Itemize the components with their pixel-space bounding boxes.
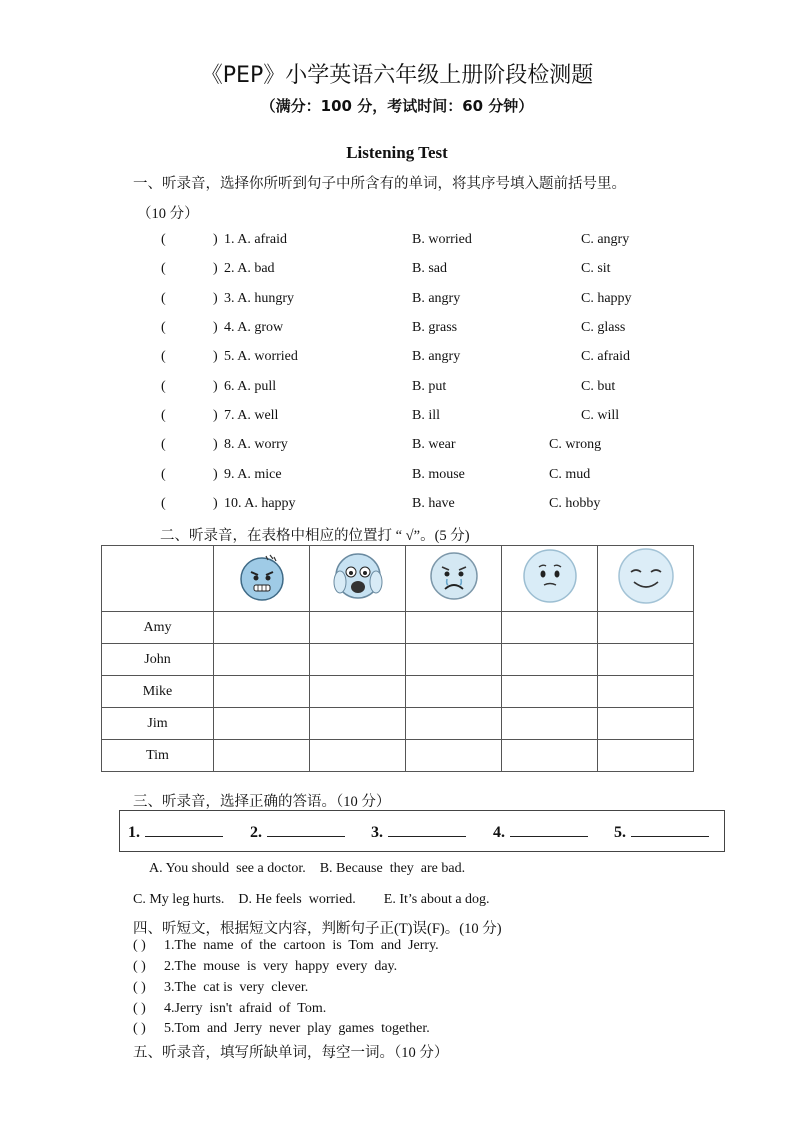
- name-cell: Amy: [102, 612, 214, 644]
- option-a: 8. A. worry: [224, 437, 288, 452]
- option-b: B. mouse: [412, 467, 465, 482]
- tf-bracket[interactable]: ( ): [133, 1001, 146, 1016]
- option-c: C. will: [581, 408, 620, 423]
- answer-blank-3[interactable]: [371, 822, 466, 842]
- blank-number: 1.: [128, 824, 140, 841]
- tick-cell[interactable]: [406, 708, 502, 740]
- name-cell: Tim: [102, 740, 214, 772]
- tick-cell[interactable]: [598, 708, 694, 740]
- option-a: 9. A. mice: [224, 467, 282, 482]
- part3-options-line1: A. You should see a doctor. B. Because they are bad.: [149, 861, 466, 876]
- answer-bracket-close: ): [213, 232, 218, 247]
- tf-bracket[interactable]: ( ): [133, 980, 146, 995]
- part5-instruction: 五、听录音，填写所缺单词，每空一词。（10 分）: [133, 1045, 449, 1061]
- tick-cell[interactable]: [598, 740, 694, 772]
- tick-cell[interactable]: [502, 676, 598, 708]
- blank-number: 4.: [493, 824, 505, 841]
- answer-bracket-close: ): [213, 437, 218, 452]
- option-b: B. put: [412, 379, 447, 394]
- answer-bracket-open[interactable]: (: [161, 291, 166, 306]
- tick-cell[interactable]: [406, 740, 502, 772]
- tick-cell[interactable]: [214, 612, 310, 644]
- name-cell: Jim: [102, 708, 214, 740]
- option-b: B. wear: [412, 437, 456, 452]
- table-row: [102, 740, 694, 772]
- tick-cell[interactable]: [598, 644, 694, 676]
- answer-bracket-close: ): [213, 349, 218, 364]
- table-row: [102, 676, 694, 708]
- option-c: C. angry: [581, 232, 630, 247]
- option-c: C. glass: [581, 320, 626, 335]
- option-b: B. worried: [412, 232, 472, 247]
- option-c: C. wrong: [549, 437, 602, 452]
- tf-statement: 4.Jerry isn't afraid of Tom.: [164, 1001, 327, 1016]
- option-a: 1. A. afraid: [224, 232, 287, 247]
- answer-bracket-open[interactable]: (: [161, 437, 166, 452]
- answer-bracket-close: ): [213, 261, 218, 276]
- happy-face-icon: [616, 546, 676, 606]
- option-a: 3. A. hungry: [224, 291, 294, 306]
- tf-statement: 3.The cat is very clever.: [164, 980, 309, 995]
- sad-face-cell: [406, 546, 502, 612]
- option-a: 7. A. well: [224, 408, 279, 423]
- option-a: 10. A. happy: [224, 496, 296, 511]
- answer-bracket-open[interactable]: (: [161, 320, 166, 335]
- tick-cell[interactable]: [406, 676, 502, 708]
- answer-bracket-open[interactable]: (: [161, 467, 166, 482]
- scared-face-cell: [310, 546, 406, 612]
- answer-bracket-close: ): [213, 379, 218, 394]
- answer-bracket-close: ): [213, 408, 218, 423]
- worried-face-icon: [521, 547, 579, 605]
- name-cell: Mike: [102, 676, 214, 708]
- option-a: 6. A. pull: [224, 379, 277, 394]
- answer-bracket-open[interactable]: (: [161, 261, 166, 276]
- tick-cell[interactable]: [310, 676, 406, 708]
- answer-bracket-open[interactable]: (: [161, 408, 166, 423]
- tick-cell[interactable]: [502, 644, 598, 676]
- answer-bracket-open[interactable]: (: [161, 349, 166, 364]
- answer-bracket-close: ): [213, 320, 218, 335]
- tick-cell[interactable]: [502, 612, 598, 644]
- part1-instruction: 一、听录音，选择你所听到句子中所含有的单词，将其序号填入题前括号里。: [133, 176, 626, 192]
- option-c: C. hobby: [549, 496, 601, 511]
- tf-bracket[interactable]: ( ): [133, 959, 146, 974]
- answer-bracket-open[interactable]: (: [161, 232, 166, 247]
- option-b: B. have: [412, 496, 455, 511]
- answer-bracket-open[interactable]: (: [161, 496, 166, 511]
- blank-number: 5.: [614, 824, 626, 841]
- answer-blank-5[interactable]: [614, 822, 709, 842]
- tick-cell[interactable]: [310, 644, 406, 676]
- answer-bracket-open[interactable]: (: [161, 379, 166, 394]
- answer-blank-1[interactable]: [128, 822, 223, 842]
- part3-instruction: 三、听录音，选择正确的答语。（10 分）: [133, 794, 391, 810]
- name-cell: John: [102, 644, 214, 676]
- tick-cell[interactable]: [406, 612, 502, 644]
- answer-bracket-close: ): [213, 291, 218, 306]
- tick-cell[interactable]: [214, 740, 310, 772]
- tick-cell[interactable]: [310, 740, 406, 772]
- tf-statement: 1.The name of the cartoon is Tom and Jerry.: [164, 938, 439, 953]
- page-title: 《PEP》小学英语六年级上册阶段检测题: [200, 63, 594, 88]
- tick-cell[interactable]: [598, 612, 694, 644]
- part1-score: （10 分）: [137, 206, 199, 222]
- tick-cell[interactable]: [502, 740, 598, 772]
- option-c: C. afraid: [581, 349, 630, 364]
- tf-bracket[interactable]: ( ): [133, 1021, 146, 1036]
- part2-instruction: 二、听录音，在表格中相应的位置打 “ √”。(5 分): [160, 528, 470, 544]
- table-row: [102, 644, 694, 676]
- tick-cell[interactable]: [214, 676, 310, 708]
- option-b: B. angry: [412, 349, 461, 364]
- part4-instruction: 四、听短文，根据短文内容，判断句子正(T)误(F)。(10 分): [133, 921, 502, 937]
- emotion-table: [101, 545, 694, 772]
- blank-number: 3.: [371, 824, 383, 841]
- answer-blank-2[interactable]: [250, 822, 345, 842]
- option-c: C. sit: [581, 261, 611, 276]
- option-a: 2. A. bad: [224, 261, 275, 276]
- tf-statement: 2.The mouse is very happy every day.: [164, 959, 398, 974]
- tick-cell[interactable]: [310, 612, 406, 644]
- angry-face-cell: [214, 546, 310, 612]
- answer-bracket-close: ): [213, 496, 218, 511]
- option-c: C. happy: [581, 291, 632, 306]
- tick-cell[interactable]: [214, 644, 310, 676]
- angry-face-icon: [236, 550, 288, 602]
- tf-statement: 5.Tom and Jerry never play games together.: [164, 1021, 430, 1036]
- option-b: B. angry: [412, 291, 461, 306]
- answer-bracket-close: ): [213, 467, 218, 482]
- tick-cell[interactable]: [502, 708, 598, 740]
- option-b: B. ill: [412, 408, 441, 423]
- tick-cell[interactable]: [310, 708, 406, 740]
- option-a: 4. A. grow: [224, 320, 284, 335]
- option-a: 5. A. worried: [224, 349, 298, 364]
- part3-options-line2: C. My leg hurts. D. He feels worried. E. It’s about a dog.: [133, 892, 490, 907]
- tick-cell[interactable]: [214, 708, 310, 740]
- table-corner-cell: [102, 546, 214, 612]
- option-c: C. but: [581, 379, 616, 394]
- worried-face-cell: [502, 546, 598, 612]
- section-title: Listening Test: [346, 143, 448, 162]
- scared-face-icon: [330, 548, 386, 604]
- table-row: [102, 612, 694, 644]
- sad-face-icon: [428, 550, 480, 602]
- tick-cell[interactable]: [406, 644, 502, 676]
- blank-number: 2.: [250, 824, 262, 841]
- table-row: [102, 708, 694, 740]
- tf-bracket[interactable]: ( ): [133, 938, 146, 953]
- option-b: B. grass: [412, 320, 458, 335]
- option-c: C. mud: [549, 467, 591, 482]
- option-b: B. sad: [412, 261, 447, 276]
- page-subtitle: （满分：100 分，考试时间：60 分钟）: [260, 97, 534, 115]
- happy-face-cell: [598, 546, 694, 612]
- answer-blank-4[interactable]: [493, 822, 588, 842]
- tick-cell[interactable]: [598, 676, 694, 708]
